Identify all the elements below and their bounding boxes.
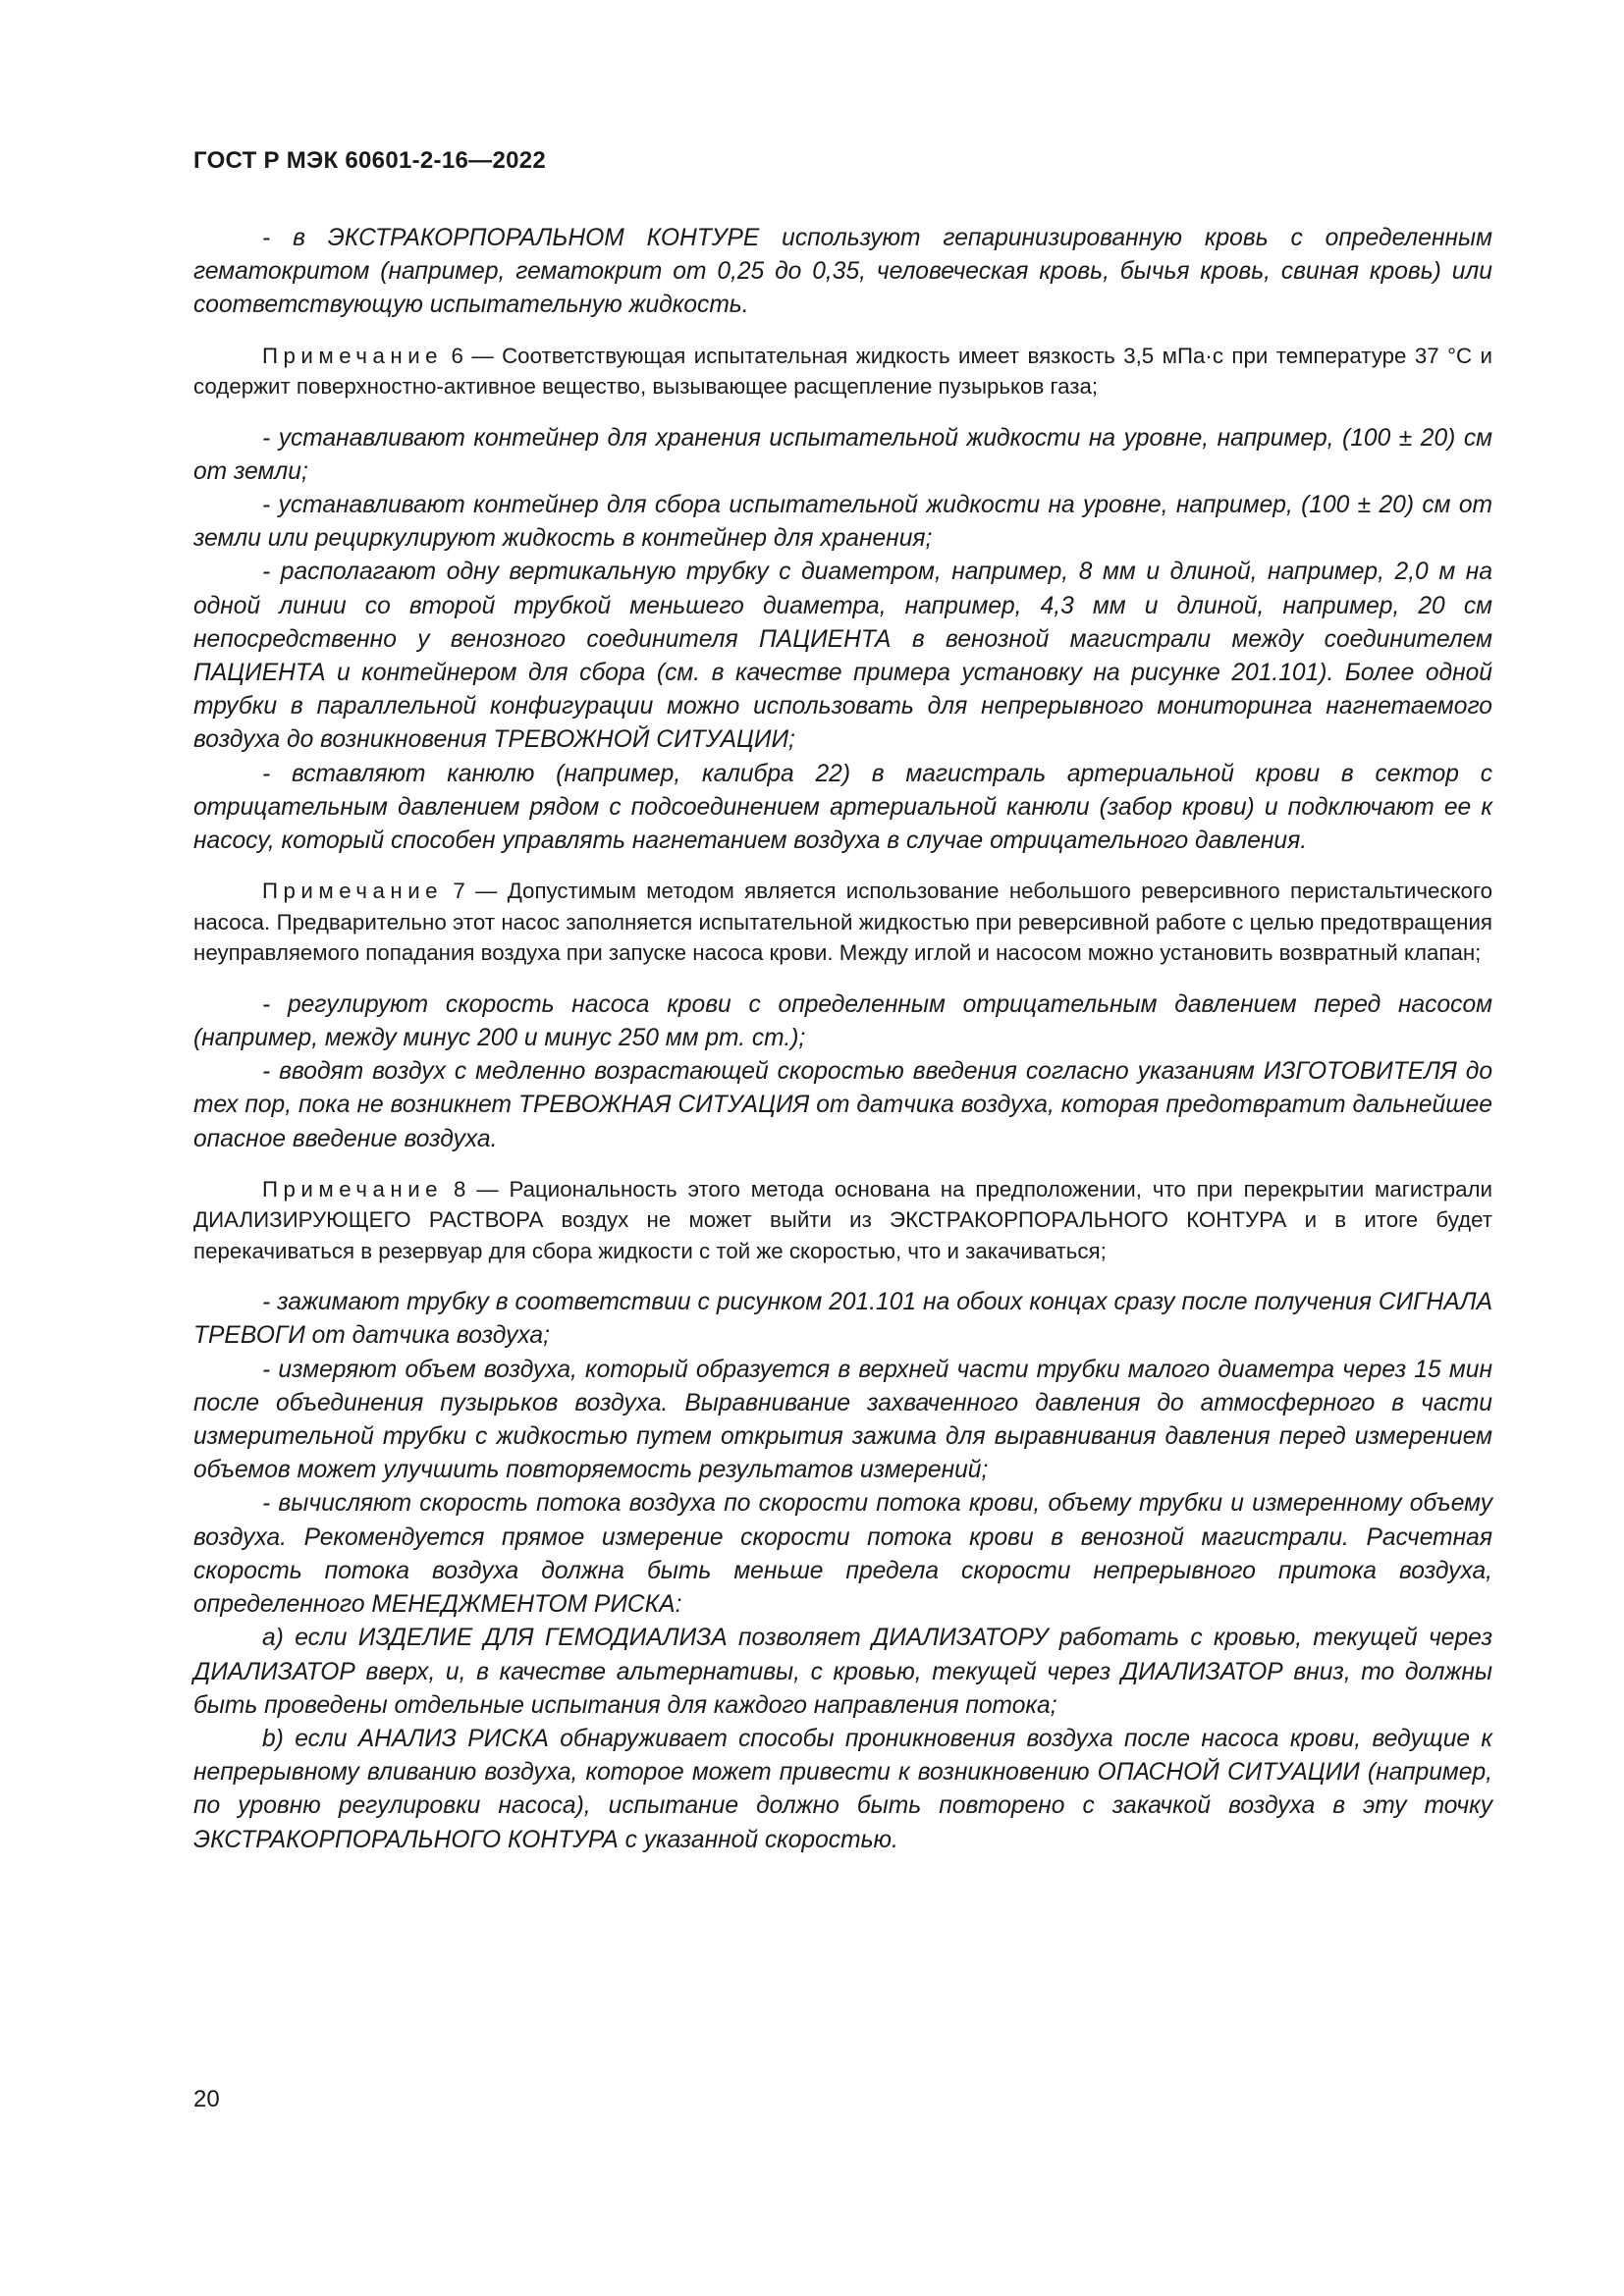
list-item: - в ЭКСТРАКОРПОРАЛЬНОМ КОНТУРЕ используют гепаринизированную кровь с определенным гематокритом (например, гематокрит от 0,25 до 0,35, человеческая кровь, бычья кровь, свиная кровь) или соответствующую испытательную жидкость. [193, 225, 1492, 319]
note-label: Примечание [262, 879, 444, 904]
list-item: - устанавливают контейнер для хранения испытательной жидкости на уровне, например, (100 ± 20) см от земли; [193, 424, 1492, 485]
note-7 [193, 876, 1492, 969]
list-item: - измеряют объем воздуха, который образуется в верхней части трубки малого диаметра через 15 мин после объединения пузырьков воздуха. Выравнивание захваченного давления до атмосферного в части измерительной трубки с жидкостью путем открытия зажима для выравнивания давления перед измерением объемов может улучшить повторяемость результатов измерений; [193, 1356, 1492, 1484]
list-item: - располагают одну вертикальную трубку с диаметром, например, 8 мм и длиной, например, 2,0 м на одной линии со второй трубкой меньшего диаметра, например, 4,3 мм и длиной, например, 20 см непосредственно у венозного соединителя ПАЦИЕНТА в венозной магистрали между соединителем ПАЦИЕНТА и контейнером для сбора (см. в качестве примера установку на рисунке 201.101). Более одной трубки в параллельной конфигурации можно использовать для непрерывного мониторинга нагнетаемого воздуха до возникновения ТРЕВОЖНОЙ СИТУАЦИИ; [193, 559, 1492, 754]
page-number: 20 [193, 2086, 220, 2112]
list-item: - вставляют канюлю (например, калибра 22) в магистраль артериальной крови в сектор с отрицательным давлением рядом с подсоединением артериальной канюли (забор крови) и подключают ее к насосу, который способен управлять нагнетанием воздуха в случае отрицательного давления. [193, 760, 1492, 855]
list-item: - вводят воздух с медленно возрастающей скоростью введения согласно указаниям ИЗГОТОВИТЕЛЯ до тех пор, пока не возникнет ТРЕВОЖНАЯ СИТУАЦИЯ от датчика воздуха, которая предотвратит дальнейшее опасное введение воздуха. [193, 1058, 1492, 1152]
list-group [193, 422, 1492, 859]
note-label: Примечание [262, 1176, 444, 1201]
list-group [193, 988, 1492, 1156]
list-item: - зажимают трубку в соответствии с рисунком 201.101 на обоих концах сразу после получения СИГНАЛА ТРЕВОГИ от датчика воздуха; [193, 1289, 1492, 1350]
note-8 [193, 1174, 1492, 1267]
note-label: Примечание [262, 343, 444, 368]
list-item: - регулируют скорость насоса крови с определенным отрицательным давлением перед насосом (например, между минус 200 и минус 250 мм рт. ст.); [193, 990, 1492, 1051]
document-body [193, 222, 1492, 1857]
list-item: b) если АНАЛИЗ РИСКА обнаруживает способы проникновения воздуха после насоса крови, ведущие к непрерывному вливанию воздуха, которое может привести к возникновению ОПАСНОЙ СИТУАЦИИ (например, по уровню регулировки насоса), испытание должно быть повторено с закачкой воздуха в эту точку ЭКСТРАКОРПОРАЛЬНОГО КОНТУРА с указанной скоростью. [193, 1725, 1492, 1853]
list-item: - вычисляют скорость потока воздуха по скорости потока крови, объему трубки и измеренному объему воздуха. Рекомендуется прямое измерение скорости потока крови в венозной магистрали. Расчетная скорость потока воздуха должна быть меньше предела скорости непрерывного притока воздуха, определенного МЕНЕДЖМЕНТОМ РИСКА: [193, 1490, 1492, 1619]
document-header: ГОСТ Р МЭК 60601-2-16—2022 [193, 147, 547, 174]
list-group [193, 1286, 1492, 1856]
list-item: a) если ИЗДЕЛИЕ ДЛЯ ГЕМОДИАЛИЗА позволяет ДИАЛИЗАТОРУ работать с кровью, текущей через ДИАЛИЗАТОР вверх, и, в качестве альтернативы, с кровью, текущей через ДИАЛИЗАТОР вниз, то должны быть проведены отдельные испытания для каждого направления потока; [193, 1625, 1492, 1719]
note-text: 6 — Соответствующая испытательная жидкость имеет вязкость 3,5 мПа·с при температуре 37 °С и содержит поверхностно-активное вещество, вызывающее расщепление пузырьков газа; [193, 343, 1492, 400]
list-item: - устанавливают контейнер для сбора испытательной жидкости на уровне, например, (100 ± 20) см от земли или рециркулируют жидкость в контейнер для хранения; [193, 492, 1492, 553]
note-text: 8 — Рациональность этого метода основана на предположении, что при перекрытии магистрали ДИАЛИЗИРУЮЩЕГО РАСТВОРА воздух не может выйти из ЭКСТРАКОРПОРАЛЬНОГО КОНТУРА и в итоге будет перекачиваться в резервуар для сбора жидкости с той же скоростью, что и закачиваться; [193, 1176, 1492, 1263]
note-6 [193, 341, 1492, 402]
note-text: 7 — Допустимым методом является использование небольшого реверсивного перистальтического насоса. Предварительно этот насос заполняется испытательной жидкостью при реверсивной работе с целью предотвращения неуправляемого попадания воздуха при запуске насоса крови. Между иглой и насосом можно установить возвратный клапан; [193, 879, 1492, 966]
